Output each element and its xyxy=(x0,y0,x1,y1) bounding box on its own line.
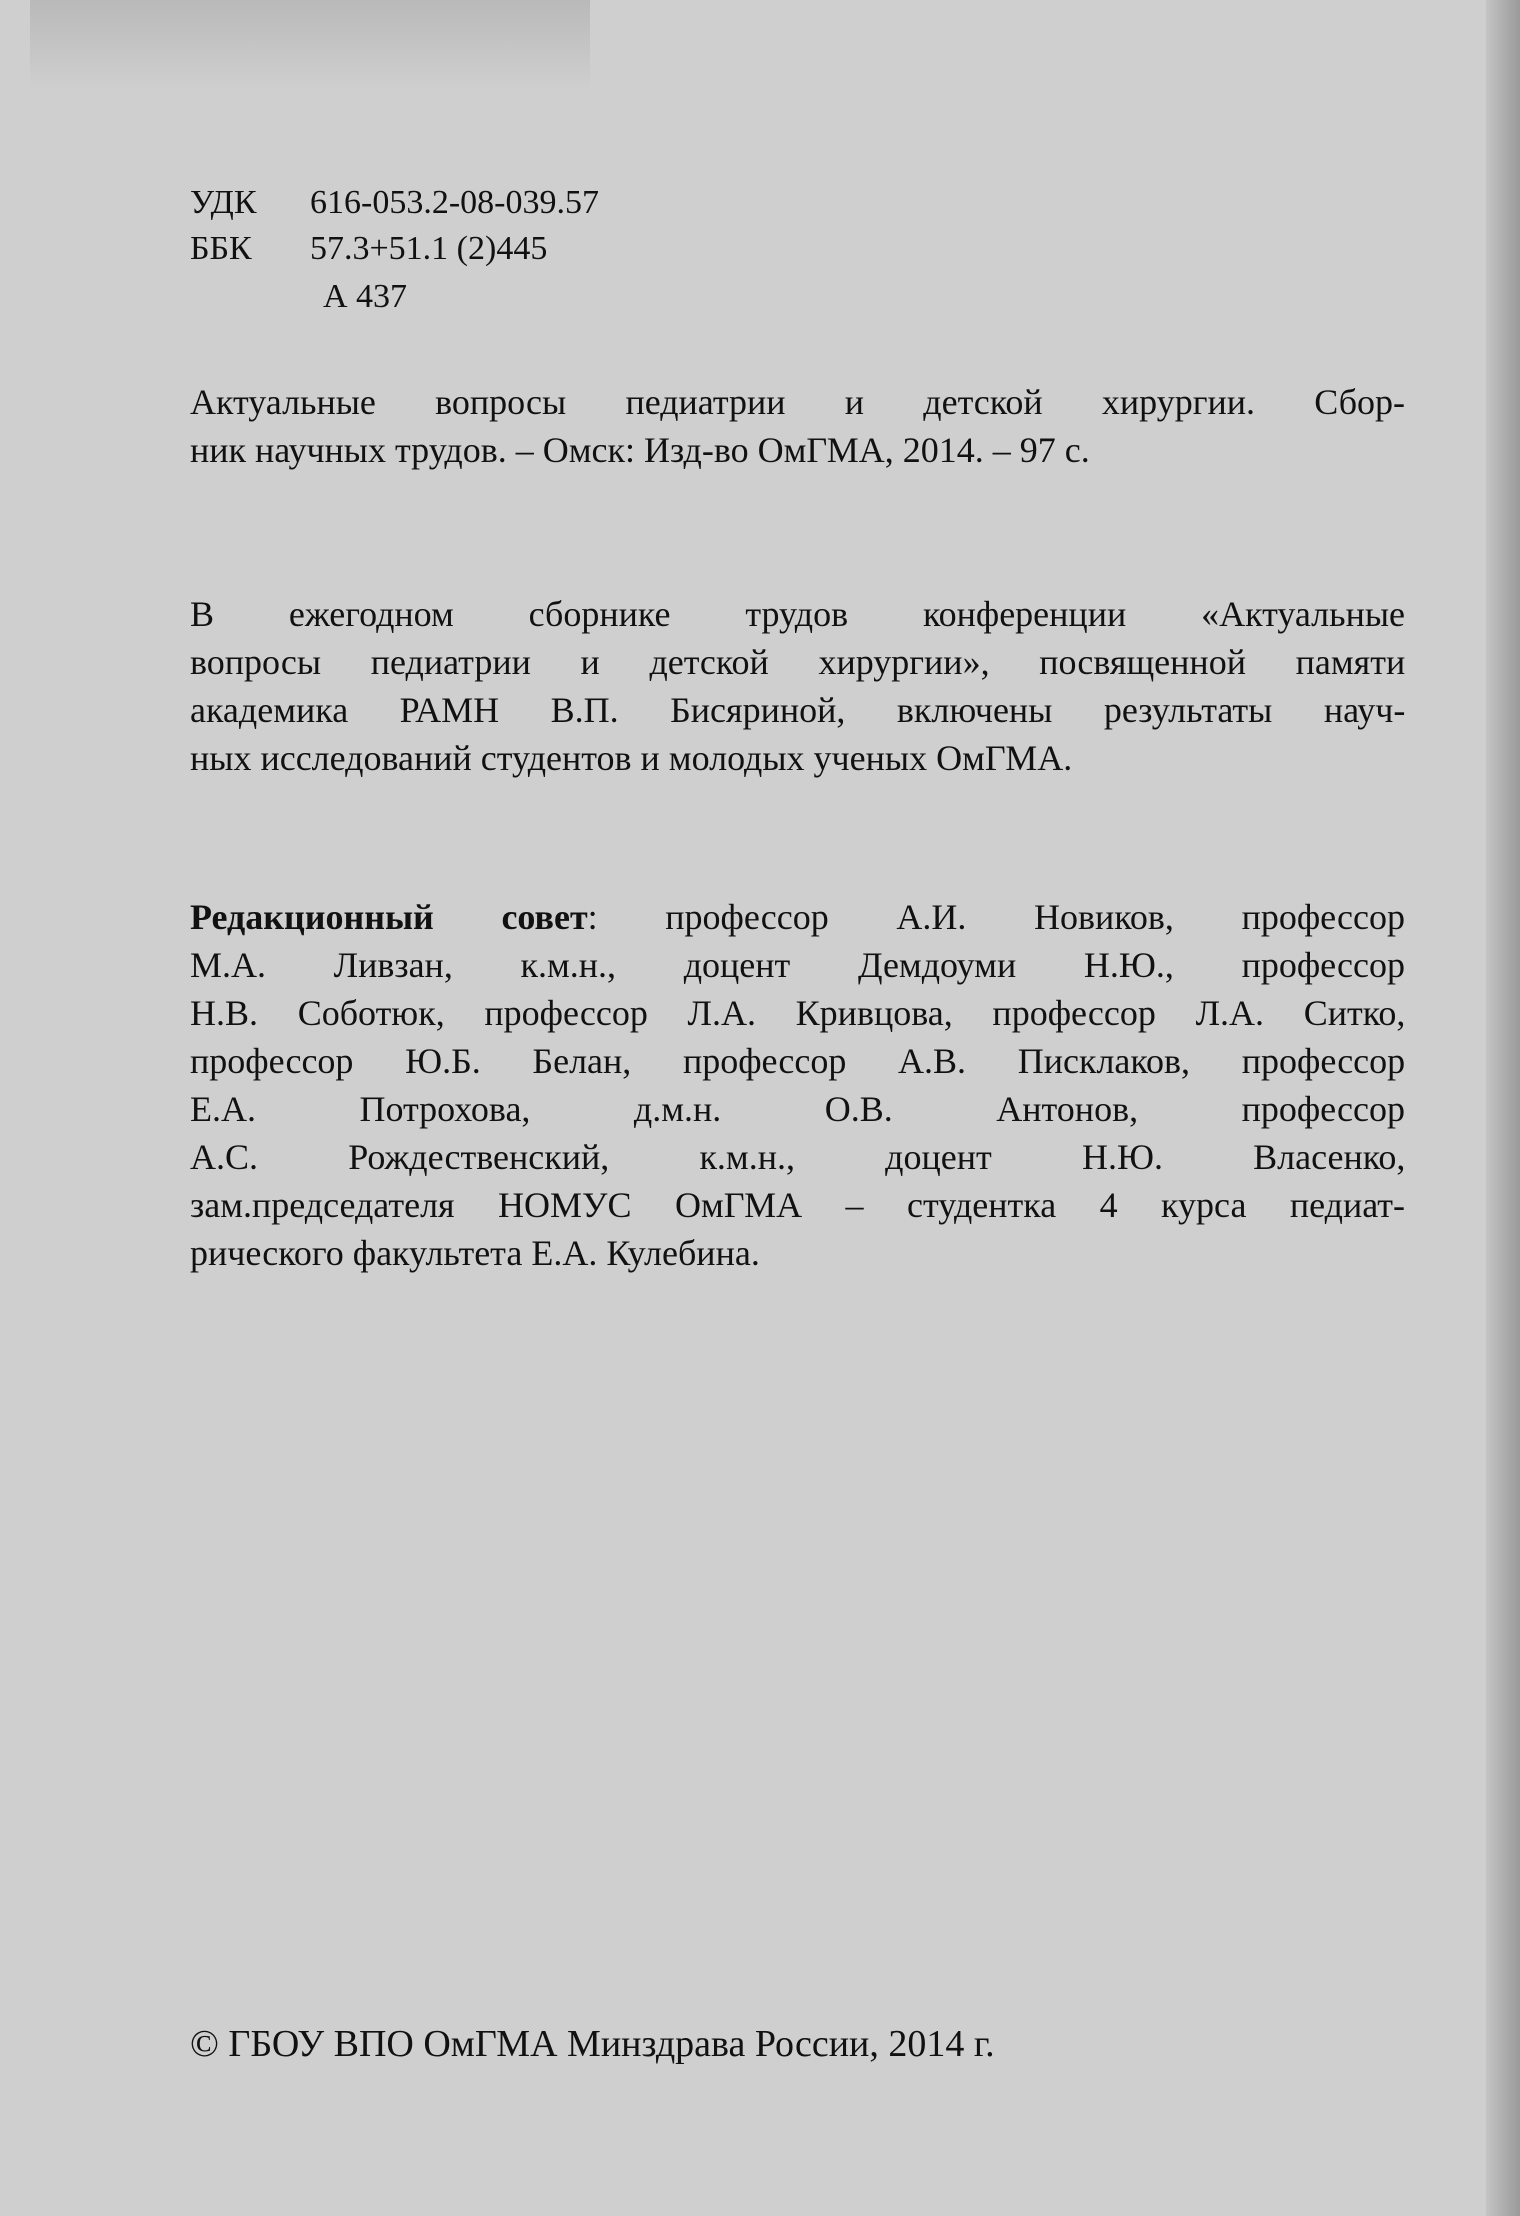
editorial-board-text: : профессор А.И. Новиков, профессор xyxy=(587,897,1406,937)
bbk-label: ББК xyxy=(190,230,252,267)
editorial-board-line xyxy=(190,893,1405,941)
annotation-line: академика РАМН В.П. Бисяриной, включены результаты науч- xyxy=(190,690,1406,730)
editorial-board-line: Е.А. Потрохова, д.м.н. О.В. Антонов, профессор xyxy=(190,1089,1405,1129)
editorial-board-line: зам.председателя НОМУС ОмГМА – студентка 4 курса педиат- xyxy=(190,1185,1405,1225)
annotation-line: ных исследований студентов и молодых ученых ОмГМА. xyxy=(190,738,1073,778)
annotation-line: В ежегодном сборнике трудов конференции «Актуальные xyxy=(190,594,1405,634)
editorial-board-line: профессор Ю.Б. Белан, профессор А.В. Писклаков, профессор xyxy=(190,1041,1406,1081)
editorial-board-label: Редакционный совет xyxy=(190,897,588,937)
editorial-board-line: Н.В. Соботюк, профессор Л.А. Кривцова, профессор Л.А. Ситко, xyxy=(190,993,1406,1033)
editorial-board-line: А.С. Рождественский, к.м.н., доцент Н.Ю. Власенко, xyxy=(190,1137,1406,1177)
author-mark: А 437 xyxy=(323,278,408,315)
bibliographic-record xyxy=(190,378,1405,474)
page-edge xyxy=(1486,0,1520,2216)
editorial-board-line: рического факультета Е.А. Кулебина. xyxy=(190,1233,760,1273)
copyright-notice: © ГБОУ ВПО ОмГМА Минздрава России, 2014 г. xyxy=(190,2023,995,2065)
bbk-line xyxy=(190,230,547,268)
editorial-board xyxy=(190,893,1405,1277)
bbk-value: 57.3+51.1 (2)445 xyxy=(310,230,548,267)
annotation xyxy=(190,590,1405,782)
udk-value: 616-053.2-08-039.57 xyxy=(310,184,599,221)
udk-line xyxy=(190,184,599,222)
bibliographic-line: Актуальные вопросы педиатрии и детской хирургии. Сбор- xyxy=(190,382,1405,422)
bibliographic-line: ник научных трудов. – Омск: Изд-во ОмГМА, 2014. – 97 с. xyxy=(190,430,1090,470)
scan-shadow xyxy=(30,0,590,90)
annotation-line: вопросы педиатрии и детской хирургии», посвященной памяти xyxy=(190,642,1406,682)
udk-label: УДК xyxy=(190,184,257,221)
editorial-board-line: М.А. Ливзан, к.м.н., доцент Демдоуми Н.Ю., профессор xyxy=(190,945,1405,985)
